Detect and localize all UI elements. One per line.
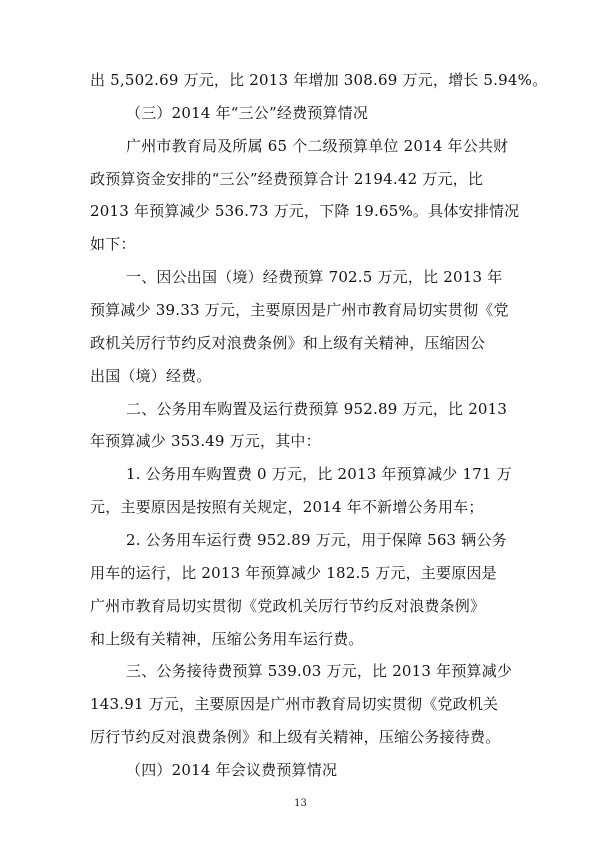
text-line-8: 预算减少 39.33 万元，主要原因是广州市教育局切实贯彻《党 (90, 301, 509, 319)
text-line-17: 广州市教育局切实贯彻《党政机关厉行节约反对浪费条例》 (90, 597, 486, 615)
text-line-14: 元，主要原因是按照有关规定，2014 年不新增公务用车； (90, 498, 484, 516)
section-heading-4: （四）2014 年会议费预算情况 (126, 761, 338, 779)
text-line-18: 和上级有关精神，压缩公务用车运行费。 (90, 630, 364, 648)
text-line-21: 厉行节约反对浪费条例》和上级有关精神，压缩公务接待费。 (90, 728, 501, 746)
text-line-1: 出 5,502.69 万元，比 2013 年增加 308.69 万元，增长 5.94%。 (90, 71, 548, 89)
text-line-7: 一、因公出国（境）经费预算 702.5 万元，比 2013 年 (126, 268, 503, 286)
section-heading-3: （三）2014 年“三公”经费预算情况 (126, 104, 369, 122)
text-line-9: 政机关厉行节约反对浪费条例》和上级有关精神，压缩因公 (90, 334, 486, 352)
text-line-19: 三、公务接待费预算 539.03 万元，比 2013 年预算减少 (126, 662, 513, 680)
text-line-10: 出国（境）经费。 (90, 367, 212, 385)
text-line-15: 2. 公务用车运行费 952.89 万元，用于保障 563 辆公务 (126, 531, 507, 549)
text-line-6: 如下： (90, 235, 136, 253)
text-line-20: 143.91 万元，主要原因是广州市教育局切实贯彻《党政机关 (90, 695, 499, 713)
text-line-13: 1. 公务用车购置费 0 万元，比 2013 年预算减少 171 万 (126, 465, 512, 483)
text-line-12: 年预算减少 353.49 万元，其中： (90, 432, 321, 450)
text-line-3: 广州市教育局及所属 65 个二级预算单位 2014 年公共财 (126, 137, 509, 155)
text-line-5: 2013 年预算减少 536.73 万元，下降 19.65%。具体安排情况 (90, 202, 520, 220)
page-number: 13 (294, 798, 307, 809)
text-line-4: 政预算资金安排的“三公”经费预算合计 2194.42 万元，比 (90, 170, 484, 188)
text-line-16: 用车的运行，比 2013 年预算减少 182.5 万元，主要原因是 (90, 564, 497, 582)
text-line-11: 二、公务用车购置及运行费预算 952.89 万元，比 2013 (126, 400, 508, 418)
